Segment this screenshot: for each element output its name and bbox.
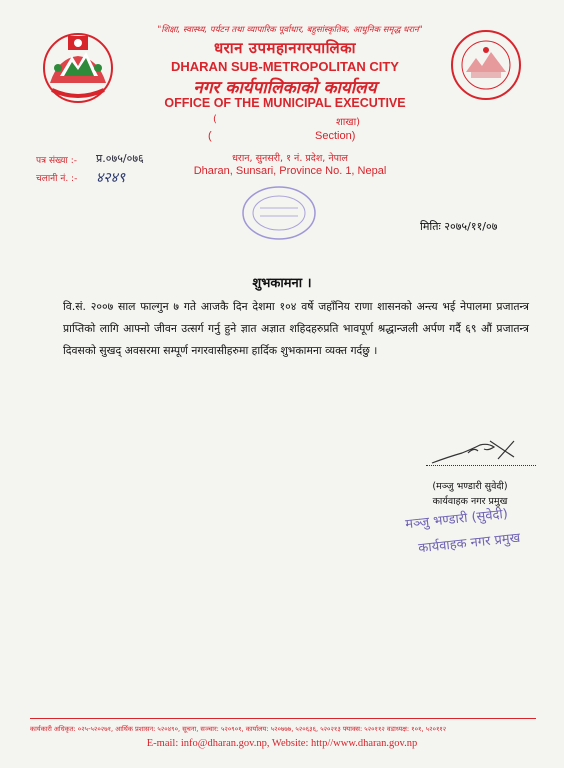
footer-email-website: E-mail: info@dharan.gov.np, Website: http//www.dharan.gov.np <box>146 738 418 749</box>
letter-date: मितिः २०७५/११/०७ <box>420 220 498 233</box>
signature-line <box>426 465 536 466</box>
nepal-emblem-logo <box>38 28 118 110</box>
footer-phone-numbers: कार्यकारी अधिकृत: ०२५-५२०२७१, आर्थिक प्रशासन: ५२०४९०, सूचना, सञ्चार: ५२०९०१, कार्यालय: ५२०७७७, ५२०६३६, ५२०२१३ फ्याक्स: ५२०११२ वडाध्यक्ष: १०१, ५२०११२ <box>30 725 447 733</box>
letter-number-value: प्र.०७५/०७६ <box>96 152 144 165</box>
letter-number-label: पत्र संख्या :- <box>36 156 77 166</box>
footer-divider <box>30 718 536 719</box>
address-nepali: धरान, सुनसरी, १ नं. प्रदेश, नेपाल <box>232 153 348 164</box>
title-rubber-stamp: कार्यवाहक नगर प्रमुख <box>417 530 521 557</box>
office-name-nepali: नगर कार्यपालिकाको कार्यालय <box>193 78 377 98</box>
letter-body: वि.सं. २००७ साल फाल्गुन ७ गते आजकै दिन देशमा १०४ वर्षे जहाँनिय राणा शासनको अन्त्य भई नेपालमा प्रजातन्त्र प्राप्तिको लागि आफ्नो जीवन उत्सर्ग गर्नु हुने ज्ञात अज्ञात शहिदहरुप्रति भावपूर्ण श्रद्धान्जली अर्पण गर्दै ६९ औं प्रजातन्त्र दिवसको सुखद् अवसरमा सम्पूर्ण नगरवासीहरुमा हार्दिक शुभकामना व्यक्त गर्दछु । <box>63 300 529 357</box>
municipality-name-english: DHARAN SUB-METROPOLITAN CITY <box>171 59 399 74</box>
signatory-name: (मञ्जु भण्डारी सुवेदी) <box>432 481 508 492</box>
branch-label-english: Section) <box>315 130 356 142</box>
office-name-english: OFFICE OF THE MUNICIPAL EXECUTIVE <box>164 96 406 110</box>
branch-open-paren-nepali: ( <box>213 114 217 125</box>
municipality-name-nepali: धरान उपमहानगरपालिका <box>213 39 357 57</box>
branch-open-paren-english: ( <box>208 130 212 142</box>
name-rubber-stamp: मञ्जु भण्डारी (सुवेदी) <box>404 506 509 533</box>
office-round-stamp <box>238 182 320 248</box>
municipality-seal-logo <box>449 28 523 106</box>
branch-label-nepali: शाखा) <box>336 117 361 128</box>
dispatch-number-label: चलानी नं. :- <box>36 174 78 184</box>
letterhead-tagline: "शिक्षा, स्वास्थ्य, पर्यटन तथा व्यापारिक पूर्वाधार, बहुसांस्कृतिक, आधुनिक समृद्ध धरान" <box>157 25 423 35</box>
address-english: Dharan, Sunsari, Province No. 1, Nepal <box>193 165 387 177</box>
dispatch-number-value: ४२४९ <box>96 170 126 186</box>
signatory-title: कार्यवाहक नगर प्रमुख <box>432 496 508 507</box>
letter-heading: शुभकामना । <box>252 276 312 291</box>
